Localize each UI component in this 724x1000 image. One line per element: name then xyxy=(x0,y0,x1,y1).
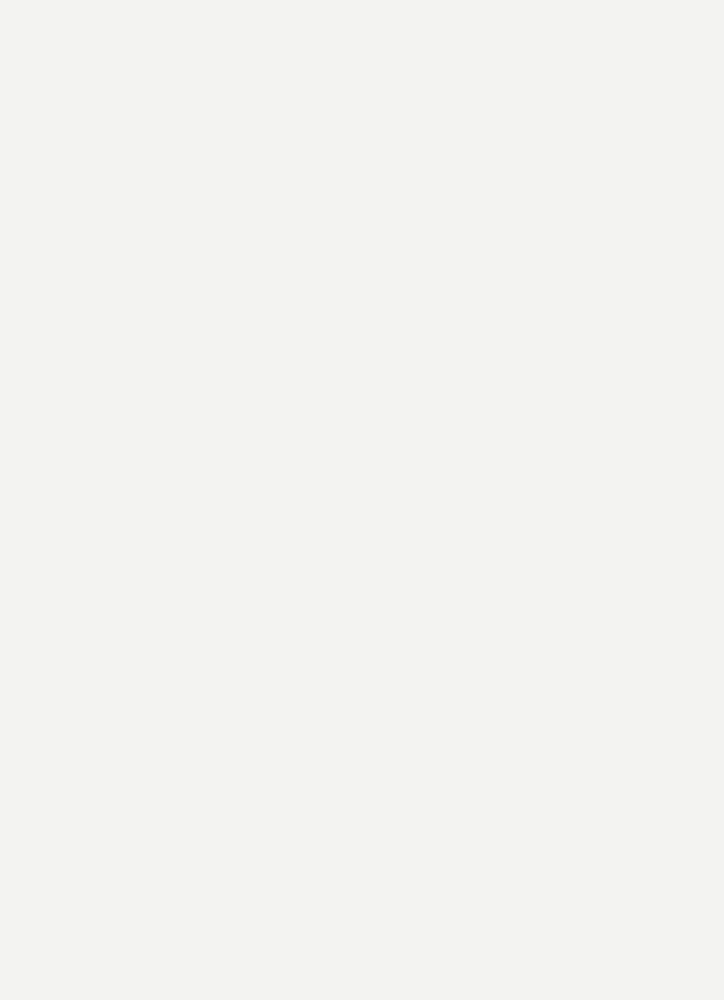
footer-color-band xyxy=(0,986,724,1000)
header-color-band xyxy=(0,0,724,48)
